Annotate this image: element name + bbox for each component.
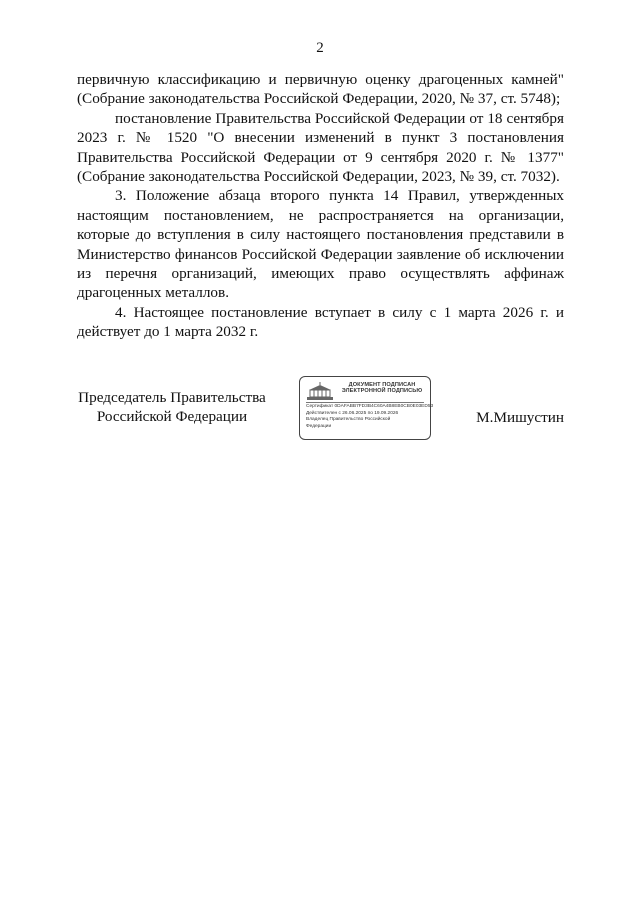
electronic-signature-stamp bbox=[299, 376, 434, 440]
stamp-header-line-2: ЭЛЕКТРОННОЙ ПОДПИСЬЮ bbox=[341, 388, 423, 395]
paragraph-2: постановление Правительства Российской Федерации от 18 сентября 2023 г. № 1520 "О внесении изменений в пункт 3 постановления Правительства Российской Федерации от 9 сентября 2020 г. № 1377" (Собрание законодательства Российской Федерации, 2023, № 39, ст. 7032). bbox=[77, 109, 564, 186]
signer-title-line-2: Российской Федерации bbox=[96, 408, 248, 426]
stamp-divider bbox=[306, 402, 424, 403]
paragraph-1: первичную классификацию и первичную оценку драгоценных камней" (Собрание законодательства Российской Федерации, 2020, № 37, ст. 5748); bbox=[77, 71, 564, 108]
stamp-header bbox=[336, 382, 428, 395]
signer-title bbox=[77, 388, 267, 427]
signer-title-line-1: Председатель Правительства bbox=[78, 389, 266, 406]
stamp-certificate: Сертификат 0DAFABB7FD3B4C60A4B8EB0CB0E03ED53 bbox=[306, 404, 434, 409]
document-body bbox=[77, 70, 564, 342]
signer-name: М.Мишустин bbox=[476, 409, 564, 426]
stamp-validity: Действителен с 26.06.2025 по 19.09.2026 bbox=[306, 410, 399, 416]
stamp-header-line-1: ДОКУМЕНТ ПОДПИСАН bbox=[348, 382, 416, 388]
signature-block bbox=[77, 384, 564, 444]
paragraph-3: 3. Положение абзаца второго пункта 14 Правил, утвержденных настоящим постановлением, не распространяется на организации, которые до вступления в силу настоящего постановления представили в Министерство финансов Российской Федерации заявление об исключении из перечня организаций, имеющих право осуществлять аффинаж драгоценных металлов. bbox=[77, 187, 564, 302]
stamp-owner-line-1: Владелец Правительство Российской bbox=[306, 417, 391, 423]
government-building-emblem-icon bbox=[306, 382, 334, 402]
stamp-details bbox=[306, 404, 434, 430]
page-number: 2 bbox=[316, 40, 324, 56]
paragraph-4: 4. Настоящее постановление вступает в силу с 1 марта 2026 г. и действует до 1 марта 2032 г. bbox=[77, 303, 564, 341]
stamp-owner-line-2: Федерации bbox=[306, 423, 332, 429]
